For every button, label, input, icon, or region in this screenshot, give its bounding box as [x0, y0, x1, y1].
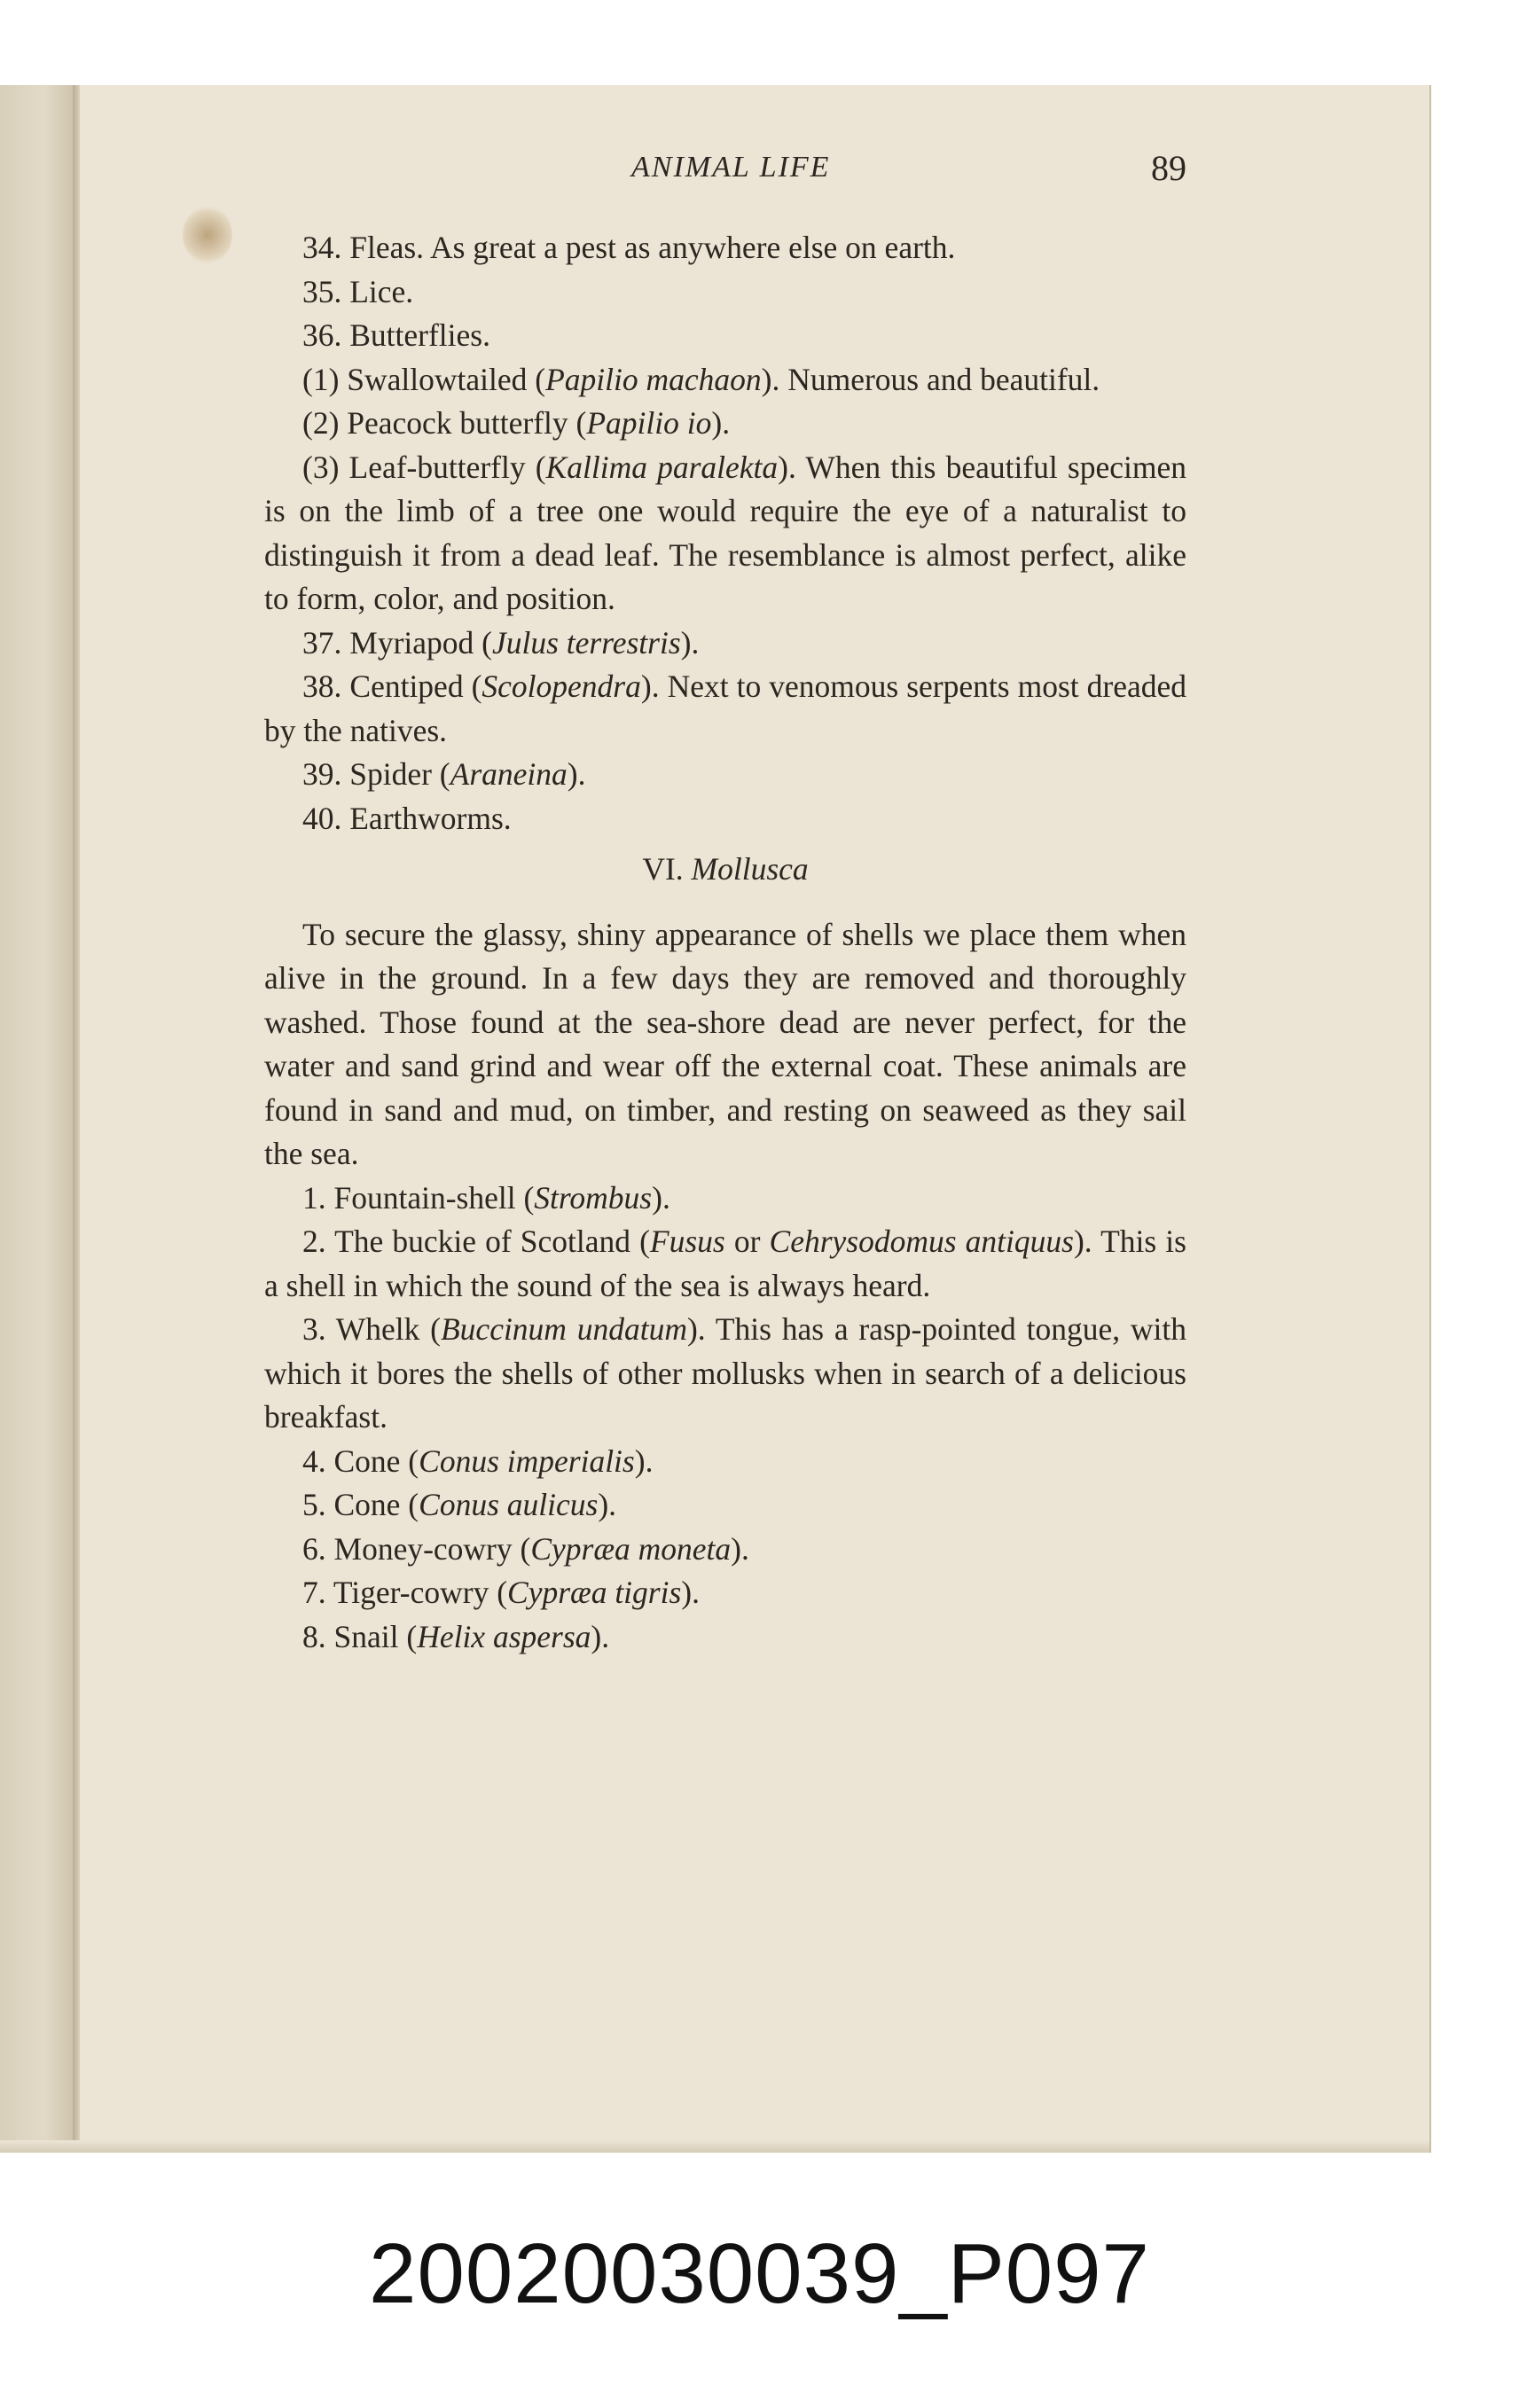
text-span: 39. Spider (	[302, 756, 450, 792]
species-name: Helix aspersa	[417, 1618, 591, 1654]
text-span: ). This is a shell in which the sound of the sea is always heard.	[264, 1224, 1186, 1303]
text-span: (1) Swallowtailed (	[302, 361, 546, 397]
species-name: Kallima paralekta	[545, 449, 779, 485]
text-span: ).	[680, 624, 700, 661]
text-span: ).	[731, 1530, 749, 1567]
running-head: ANIMAL LIFE	[631, 151, 831, 184]
text-span: (3) Leaf-butterfly (	[302, 449, 546, 485]
page-bottom-edge	[0, 2140, 1429, 2153]
text-span: or	[724, 1224, 770, 1259]
mollusk-2	[264, 1220, 1186, 1308]
mollusk-5	[264, 1483, 1186, 1528]
text-span: (2) Peacock butterfly (	[302, 405, 587, 441]
mollusk-7	[264, 1571, 1186, 1615]
species-name: Fusus	[649, 1224, 725, 1259]
text-span: 38. Centiped (	[302, 668, 482, 704]
species-name: Cypræa moneta	[530, 1530, 732, 1567]
species-name: Cehrysodomus antiquus	[769, 1224, 1074, 1259]
text-span: ).	[598, 1487, 617, 1522]
text-span: ). When this beautiful specimen is on the limb of a tree one would require the eye of a naturalist to distinguish it from a dead leaf. The resemblance is almost perfect, alike to form, color, and position.	[264, 449, 1186, 616]
species-name: Cypræa tigris	[507, 1575, 682, 1610]
text-span: ).	[681, 1575, 700, 1610]
butterfly-3	[264, 446, 1186, 622]
mollusk-6	[264, 1528, 1186, 1572]
entry-36: 36. Butterflies.	[302, 317, 490, 353]
text-span: 37. Myriapod (	[302, 624, 492, 661]
entry-35: 35. Lice.	[302, 273, 414, 309]
section-title: Mollusca	[691, 851, 809, 887]
book-gutter	[73, 85, 80, 2153]
left-page-edge	[0, 85, 73, 2153]
text-span: ).	[591, 1618, 610, 1654]
entry-39	[264, 753, 1186, 797]
foxing-stain	[183, 206, 232, 264]
page-number: 89	[1151, 148, 1186, 188]
text-span: 2. The buckie of Scotland (	[302, 1224, 650, 1259]
text-span: 4. Cone (	[302, 1442, 419, 1479]
section-heading	[264, 848, 1186, 892]
text-span: ). This has a rasp-pointed tongue, with which it bores the shells of other mollusks when in search of a delicious breakfast.	[264, 1311, 1186, 1435]
text-span: 8. Snail (	[302, 1618, 418, 1654]
species-name: Strombus	[534, 1179, 653, 1216]
entry-40: 40. Earthworms.	[302, 800, 512, 836]
entry-37	[264, 622, 1186, 666]
species-name: Conus aulicus	[419, 1487, 599, 1522]
text-span: ). Numerous and beautiful.	[761, 361, 1100, 397]
mollusk-1	[264, 1177, 1186, 1221]
mollusk-3	[264, 1308, 1186, 1440]
scan-identifier: 20020030039_P097	[369, 2226, 1150, 2321]
body-text	[264, 226, 1186, 1659]
entry-38	[264, 665, 1186, 753]
text-span: ).	[711, 405, 731, 441]
text-span: 7. Tiger-cowry (	[302, 1575, 508, 1610]
page-header	[0, 148, 1519, 195]
text-span: ).	[567, 756, 586, 792]
text-span: 6. Money-cowry (	[302, 1530, 531, 1567]
species-name: Papilio io	[586, 405, 712, 441]
text-span: ).	[634, 1442, 654, 1479]
species-name: Scolopendra	[482, 668, 641, 704]
text-span: ). Next to venomous serpents most dreaded by the natives.	[264, 668, 1186, 748]
section-number: VI.	[642, 851, 684, 887]
species-name: Papilio machaon	[545, 361, 762, 397]
species-name: Buccinum undatum	[441, 1311, 687, 1347]
species-name: Araneina	[450, 756, 568, 792]
text-span: 3. Whelk (	[302, 1311, 441, 1347]
text-span: ).	[652, 1179, 670, 1216]
butterfly-2	[264, 402, 1186, 446]
mollusca-intro: To secure the glassy, shiny appearance of shells we place them when alive in the ground. In a few days they are removed and thoroughly washed. Those found at the sea-shore dead are never perfect, for the water and sand grind and wear off the external coat. These animals are found in sand and mud, on timber, and resting on seaweed as they sail the sea.	[264, 916, 1186, 1171]
text-span: 1. Fountain-shell (	[302, 1179, 535, 1216]
species-name: Conus imperialis	[419, 1442, 635, 1479]
species-name: Julus terrestris	[491, 624, 681, 661]
mollusk-4	[264, 1440, 1186, 1484]
butterfly-1	[264, 358, 1186, 403]
text-span: 5. Cone (	[302, 1487, 419, 1522]
entry-34: 34. Fleas. As great a pest as anywhere else on earth.	[302, 230, 956, 265]
mollusk-8	[264, 1615, 1186, 1660]
